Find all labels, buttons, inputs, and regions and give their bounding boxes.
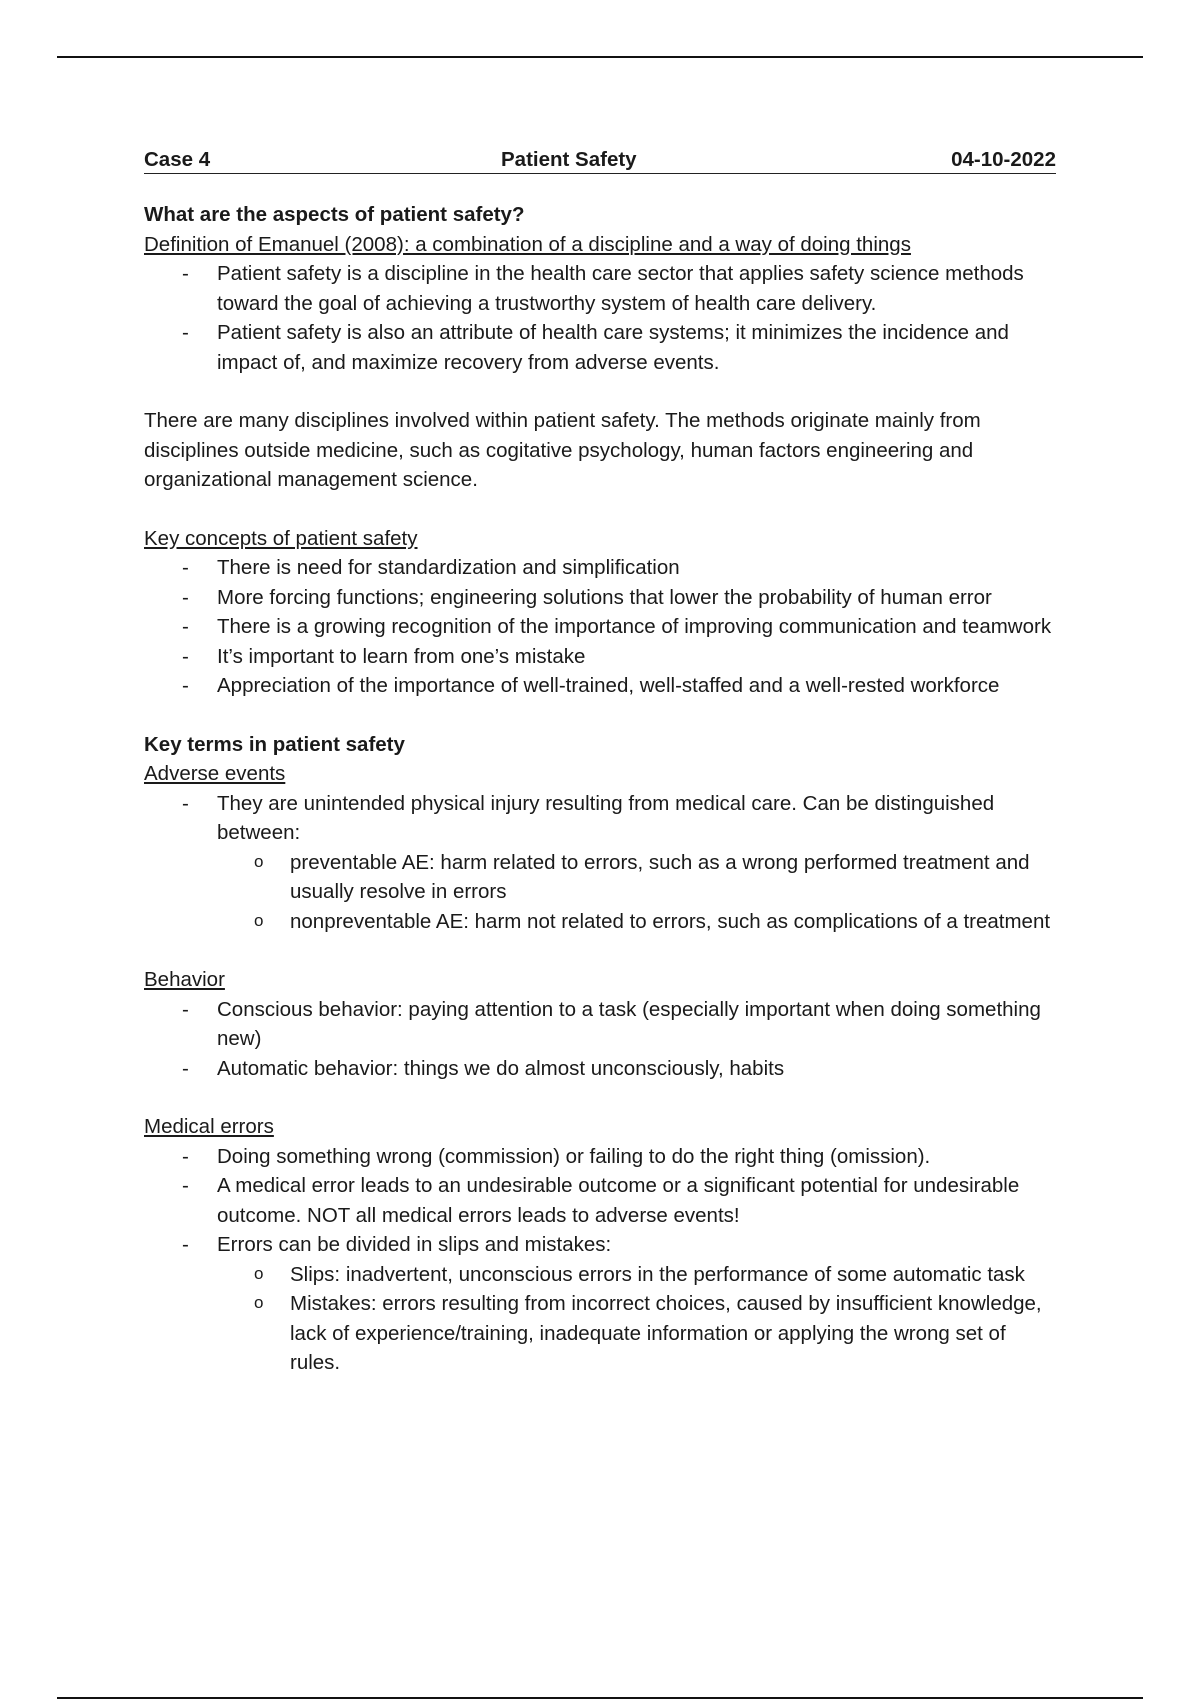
adverse-events-sublist (217, 848, 1056, 937)
key-concepts-list (144, 553, 1056, 701)
list-item: - There is a growing recognition of the importance of improving communication and teamwork (144, 612, 1056, 642)
sub-list-item: o Slips: inadvertent, unconscious errors in the performance of some automatic task (217, 1260, 1056, 1290)
key-concepts-heading: Key concepts of patient safety (144, 526, 418, 550)
adverse-events-list (144, 789, 1056, 937)
medical-errors-heading: Medical errors (144, 1115, 274, 1138)
list-item (144, 1230, 1056, 1378)
adverse-events-heading: Adverse events (144, 762, 286, 785)
list-item: - Appreciation of the importance of well-trained, well-staffed and a well-rested workforce (144, 671, 1056, 701)
list-item: - It’s important to learn from one’s mistake (144, 642, 1056, 672)
definition-heading: Definition of Emanuel (2008): a combination of a discipline and a way of doing things (144, 232, 911, 256)
header-case: Case 4 (144, 148, 211, 171)
top-rule (57, 56, 1143, 58)
list-item: - Conscious behavior: paying attention to a task (especially important when doing something new) (144, 995, 1056, 1054)
key-terms-heading: Key terms in patient safety (144, 732, 405, 756)
list-item (144, 789, 1056, 937)
list-item: - Automatic behavior: things we do almost unconsciously, habits (144, 1054, 1056, 1084)
list-item: - Patient safety is a discipline in the health care sector that applies safety science methods toward the goal of achieving a trustworthy system of health care delivery. (144, 259, 1056, 318)
header-date: 04-10-2022 (951, 148, 1056, 171)
question-heading: What are the aspects of patient safety? (144, 203, 525, 226)
list-item-text: They are unintended physical injury resulting from medical care. Can be distinguished between: (217, 791, 995, 844)
document-header (144, 143, 1056, 174)
sub-list-item: o nonpreventable AE: harm not related to errors, such as complications of a treatment (217, 907, 1056, 937)
list-item: - A medical error leads to an undesirable outcome or a significant potential for undesirable outcome. NOT all medical errors leads to adverse events! (144, 1171, 1056, 1230)
list-item: - Doing something wrong (commission) or failing to do the right thing (omission). (144, 1142, 1056, 1172)
bottom-rule (57, 1697, 1143, 1699)
header-title: Patient Safety (501, 148, 637, 171)
disciplines-paragraph: There are many disciplines involved within patient safety. The methods originate mainly from disciplines outside medicine, such as cogitative psychology, human factors engineering and organizational management science. (144, 409, 981, 491)
behavior-list (144, 995, 1056, 1084)
medical-errors-sublist (217, 1260, 1056, 1378)
medical-errors-list (144, 1142, 1056, 1378)
sub-list-item: o preventable AE: harm related to errors, such as a wrong performed treatment and usually resolve in errors (217, 848, 1056, 907)
sub-list-item: o Mistakes: errors resulting from incorrect choices, caused by insufficient knowledge, lack of experience/training, inadequate information or applying the wrong set of rules. (217, 1289, 1056, 1378)
behavior-heading: Behavior (144, 968, 225, 991)
list-item: - There is need for standardization and simplification (144, 553, 1056, 583)
definition-list (144, 259, 1056, 377)
list-item: - Patient safety is also an attribute of health care systems; it minimizes the incidence and impact of, and maximize recovery from adverse events. (144, 318, 1056, 377)
document-page (144, 143, 1056, 1378)
list-item: - More forcing functions; engineering solutions that lower the probability of human error (144, 583, 1056, 613)
list-item-text: Errors can be divided in slips and mistakes: (217, 1233, 612, 1256)
